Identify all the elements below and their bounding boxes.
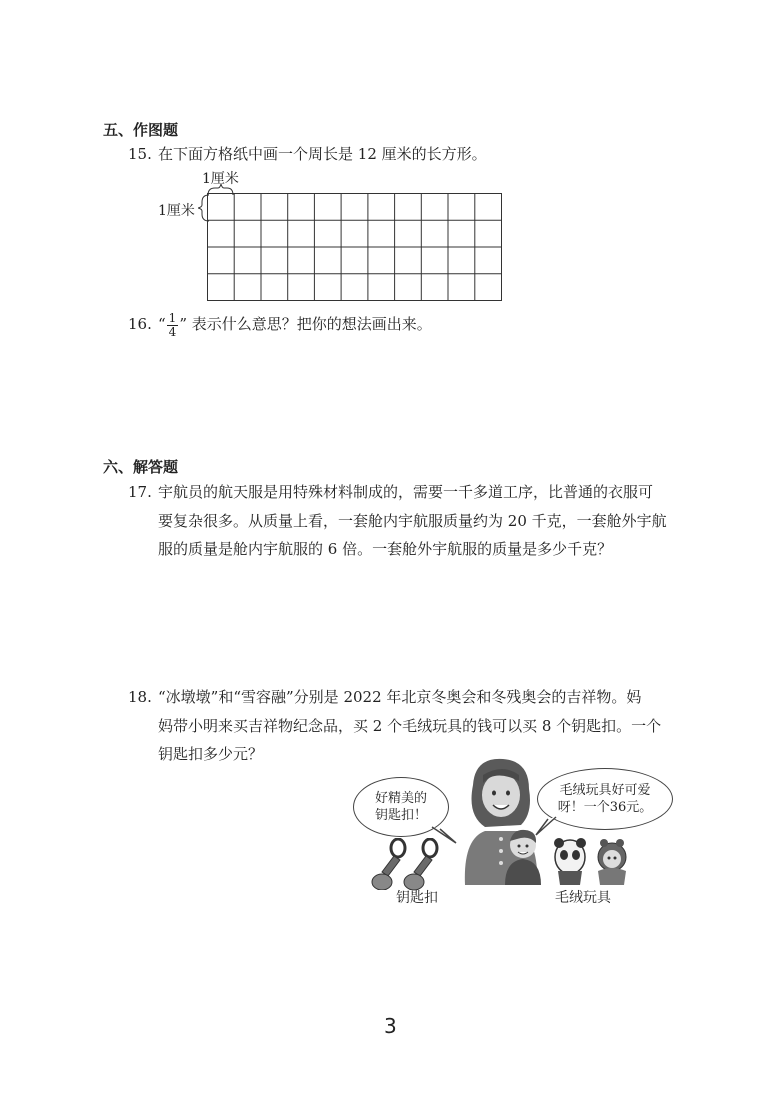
- question-number-17: 17.: [128, 483, 152, 501]
- keychain-illustration: [368, 838, 448, 890]
- bubble-text: 呀！一个36元。: [557, 800, 653, 815]
- plush-toys-illustration: [552, 835, 637, 887]
- bubble-text: 钥匙扣！: [374, 808, 427, 823]
- section-heading-6: 六、解答题: [103, 458, 179, 476]
- question-text: 在下面方格纸中画一个周长是 12 厘米的长方形。: [158, 145, 487, 163]
- mother-and-boy-illustration: [455, 755, 545, 885]
- text-line: 宇航员的航天服是用特殊材料制成的，需要一千多道工序，比普通的衣服可: [158, 483, 654, 501]
- fraction: [167, 312, 179, 339]
- question-18-text: [158, 683, 698, 769]
- question-text: 表示什么意思？把你的想法画出来。: [191, 315, 432, 333]
- section-heading-5: 五、作图题: [103, 121, 179, 139]
- bubble-text: 毛绒玩具好可爱: [559, 783, 651, 798]
- bubble-text: 好精美的: [374, 791, 427, 806]
- text-line: 妈带小明来买吉祥物纪念品，买 2 个毛绒玩具的钱可以买 8 个钥匙扣。一个: [158, 716, 662, 735]
- text-line: “冰墩墩”和“雪容融”分别是 2022 年北京冬奥会和冬残奥会的吉祥物。妈: [158, 688, 642, 706]
- text-line: 服的质量是舱内宇航服的 6 倍。一套舱外宇航服的质量是多少千克？: [158, 540, 613, 558]
- plush-toy-label: 毛绒玩具: [555, 890, 611, 906]
- fraction-denominator: 4: [168, 324, 177, 339]
- question-16: [128, 310, 432, 339]
- question-number-18: 18.: [128, 688, 152, 706]
- text-line: 钥匙扣多少元？: [158, 745, 264, 763]
- quote-mark: “: [158, 315, 166, 333]
- question-number: 15.: [128, 145, 152, 163]
- text-line: 要复杂很多。从质量上看，一套舱内宇航服质量约为 20 千克，一套舱外宇航: [158, 511, 667, 530]
- keychain-label: 钥匙扣: [396, 890, 438, 906]
- grid-top-label: 1厘米: [202, 171, 239, 187]
- fraction-numerator: 1: [168, 310, 177, 325]
- question-17-text: [158, 478, 698, 564]
- quote-mark: ”: [179, 315, 187, 333]
- page-number: 3: [384, 1014, 397, 1038]
- question-15: [128, 140, 487, 168]
- grid-left-label: 1厘米: [158, 203, 195, 219]
- square-grid-paper[interactable]: [207, 193, 505, 303]
- question-number: 16.: [128, 315, 152, 333]
